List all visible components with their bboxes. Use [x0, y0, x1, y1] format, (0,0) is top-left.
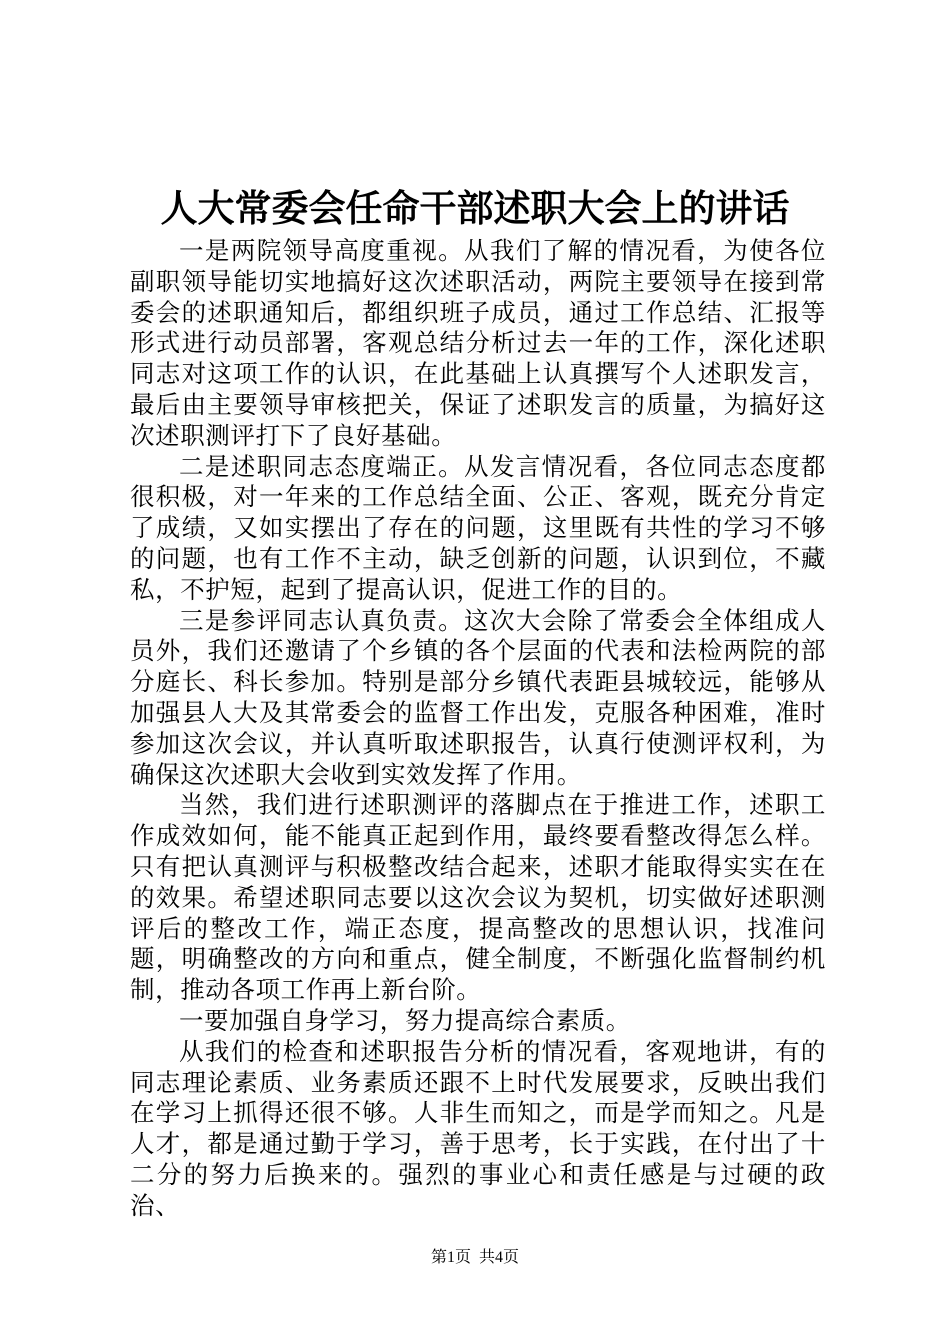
paragraph: 从我们的检查和述职报告分析的情况看，客观地讲，有的同志理论素质、业务素质还跟不上时代发展要求，反映出我们在学习上抓得还很不够。人非生而知之，而是学而知之。凡是人才，都是通过勤于学习，善于思考，长于实践，在付出了十二分的努力后换来的。强烈的事业心和责任感是与过硬的政治、 — [130, 1036, 826, 1220]
document-title: 人大常委会任命干部述职大会上的讲话 — [160, 186, 790, 230]
paragraph: 一是两院领导高度重视。从我们了解的情况看，为使各位副职领导能切实地搞好这次述职活动，两院主要领导在接到常委会的述职通知后，都组织班子成员，通过工作总结、汇报等形式进行动员部署，客观总结分析过去一年的工作，深化述职同志对这项工作的认识，在此基础上认真撰写个人述职发言，最后由主要领导审核把关，保证了述职发言的质量，为搞好这次述职测评打下了良好基础。 — [130, 236, 826, 450]
total-pages: 共4页 — [479, 1249, 520, 1266]
page-footer — [0, 1248, 950, 1268]
paragraph: 一要加强自身学习，努力提高综合素质。 — [179, 1005, 631, 1035]
page-number: 第1页 — [430, 1249, 471, 1266]
document-body — [130, 236, 826, 1222]
paragraph: 当然，我们进行述职测评的落脚点在于推进工作，述职工作成效如何，能不能真正起到作用，最终要看整改得怎么样。只有把认真测评与积极整改结合起来，述职才能取得实实在在的效果。希望述职同志要以这次会议为契机，切实做好述职测评后的整改工作，端正态度，提高整改的思想认识，找准问题，明确整改的方向和重点，健全制度，不断强化监督制约机制，推动各项工作再上新台阶。 — [130, 790, 826, 1005]
paragraph: 二是述职同志态度端正。从发言情况看，各位同志态度都很积极，对一年来的工作总结全面、公正、客观，既充分肯定了成绩，又如实摆出了存在的问题，这里既有共性的学习不够的问题，也有工作不主动，缺乏创新的问题，认识到位，不藏私，不护短，起到了提高认识，促进工作的目的。 — [130, 451, 826, 604]
paragraph: 三是参评同志认真负责。这次大会除了常委会全体组成人员外，我们还邀请了个乡镇的各个层面的代表和法检两院的部分庭长、科长参加。特别是部分乡镇代表距县城较远，能够从加强县人大及其常委会的监督工作出发，克服各种困难，准时参加这次会议，并认真听取述职报告，认真行使测评权利，为确保这次述职大会收到实效发挥了作用。 — [130, 605, 826, 789]
